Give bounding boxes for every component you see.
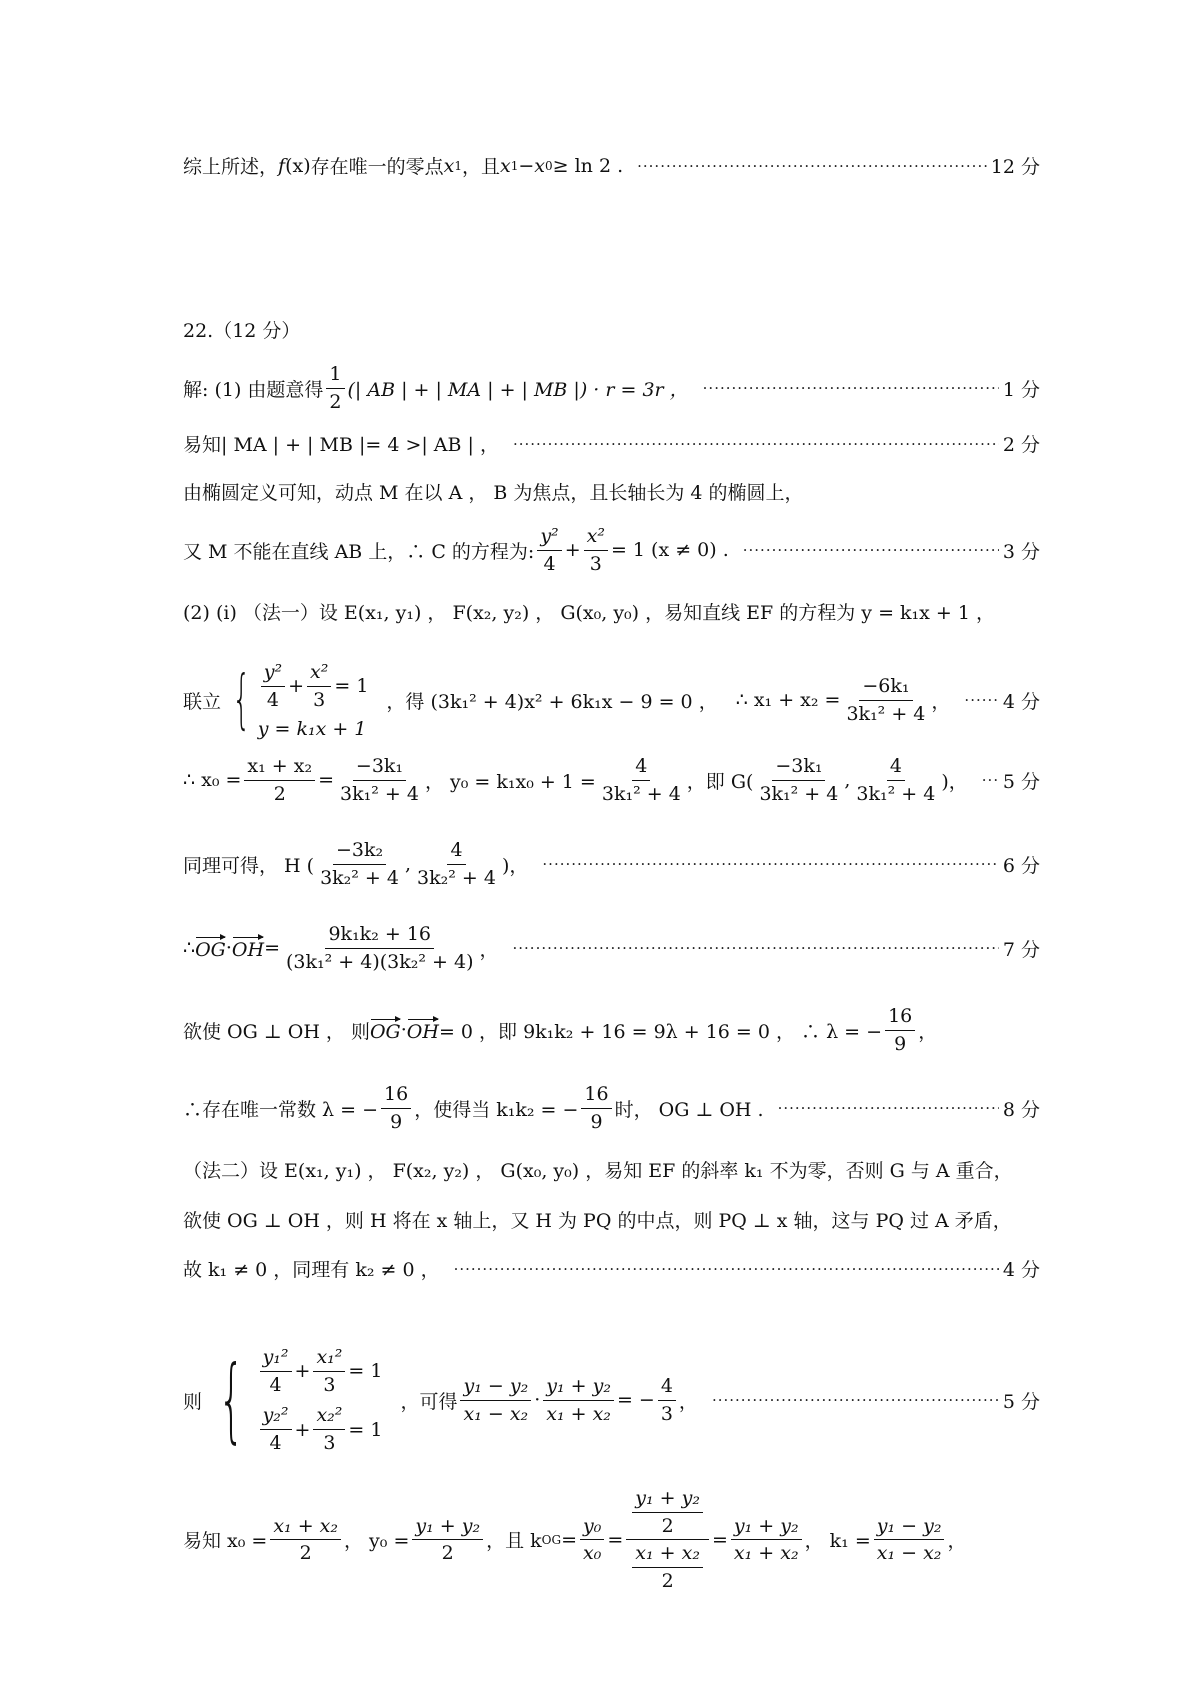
vector-oh: OH <box>232 935 264 961</box>
score-label: 2 分 <box>1002 434 1040 456</box>
frac-num: 4 <box>658 1374 676 1401</box>
midpoint-h <box>183 838 1040 890</box>
dot-product <box>183 922 1040 974</box>
frac-num: y² <box>261 660 285 687</box>
frac-num: x² <box>307 660 331 687</box>
text: = − <box>616 1389 655 1412</box>
equation-system <box>258 660 369 740</box>
frac-num: x² <box>584 524 608 551</box>
fraction <box>843 674 928 726</box>
method-one-setup <box>183 598 1040 625</box>
frac-num: x₁ + x₂ <box>244 754 315 781</box>
frac-num: y₁ + y₂ <box>412 1514 483 1541</box>
equation-system <box>257 1345 383 1456</box>
frac-den: 9 <box>894 1032 907 1055</box>
text: )， <box>501 854 529 877</box>
fraction <box>414 838 499 890</box>
text: ，且 k <box>486 1530 542 1553</box>
fraction <box>580 1514 604 1566</box>
frac-num: −3k₁ <box>353 754 406 781</box>
frac-den: (3k₁² + 4)(3k₂² + 4) <box>285 950 474 973</box>
frac-num: −3k₂ <box>333 838 386 865</box>
fraction <box>244 754 315 806</box>
ellipse-definition <box>183 478 1040 505</box>
fraction <box>283 922 477 974</box>
brace: { <box>218 1346 245 1454</box>
frac-den: 2 <box>273 782 286 805</box>
text: (| AB | + | MA | + | MB |) · r = 3r ， <box>347 378 689 401</box>
text: = 1 <box>334 675 369 698</box>
text: · <box>225 937 232 960</box>
solution-step-1 <box>183 362 1040 414</box>
text: x <box>443 154 455 177</box>
text: 易知 x₀ = <box>183 1530 268 1553</box>
text: ， <box>947 1530 967 1553</box>
text: + <box>288 675 305 698</box>
frac-num: y₀ <box>580 1514 604 1541</box>
text: 22.（12 分） <box>183 320 301 342</box>
fraction <box>885 1004 915 1056</box>
frac-num: 4 <box>632 754 650 781</box>
fraction <box>260 1403 292 1455</box>
text: OG <box>541 1532 562 1547</box>
leader-dots <box>637 157 987 175</box>
text: 1 <box>454 158 462 173</box>
frac-num: 1 <box>326 362 344 389</box>
text: （法二）设 E(x₁, y₁) ， F(x₂, y₂) ， G(x₀, y₀) ，易知 EF 的斜率 k₁ 不为零，否则 G 与 A 重合， <box>183 1160 1013 1182</box>
frac-den: x₁ + x₂ <box>733 1542 799 1565</box>
frac-num: x₂² <box>313 1403 345 1430</box>
frac-num: x₁ + x₂ <box>270 1514 341 1541</box>
text: + <box>564 539 581 562</box>
frac-den: x₁ − x₂ <box>876 1542 942 1565</box>
vector-oh: OH <box>407 1017 439 1043</box>
text: x <box>500 154 511 177</box>
frac-den: 9 <box>590 1110 603 1133</box>
frac-den: 3 <box>323 1432 336 1455</box>
score-label: 8 分 <box>1002 1098 1040 1121</box>
fraction <box>658 1374 676 1426</box>
text: = <box>561 1528 577 1551</box>
text: 故 k₁ ≠ 0 ，同理有 k₂ ≠ 0 ， <box>183 1259 440 1281</box>
frac-den: 3k₁² + 4 <box>601 782 681 805</box>
text: 1 <box>510 158 519 173</box>
fraction <box>313 1403 345 1455</box>
frac-den: x₀ <box>583 1542 602 1565</box>
text: = 0 ，即 9k₁k₂ + 16 = 9λ + 16 = 0 ， ∴ λ = − <box>438 1020 883 1043</box>
text: ≥ ln 2 . <box>552 154 624 177</box>
leader-dots <box>703 379 999 397</box>
leader-dots <box>982 771 999 789</box>
method-two-argument <box>183 1206 1040 1233</box>
frac-den: 3 <box>660 1402 673 1425</box>
score-label: 1 分 <box>1002 378 1040 401</box>
frac-den: 2 <box>441 1542 454 1565</box>
fraction <box>632 1486 703 1538</box>
text: − <box>518 154 535 177</box>
text: ， <box>678 1390 698 1413</box>
text: ，即 G( <box>686 770 754 793</box>
text: ， <box>931 690 951 713</box>
frac-den: 2 <box>661 1570 674 1593</box>
text: (2) (i) （法一）设 E(x₁, y₁) ， F(x₂, y₂) ， G(x₀, y₀) ，易知直线 EF 的方程为 y = k₁x + 1 ， <box>183 602 996 624</box>
text: ， k₁ = <box>804 1530 871 1553</box>
slopes-nonzero <box>183 1255 1040 1282</box>
frac-den: 3k₂² + 4 <box>320 866 399 889</box>
leader-dots <box>513 435 999 453</box>
text: ， <box>479 938 499 961</box>
fraction <box>313 1345 345 1397</box>
fraction <box>260 1345 292 1397</box>
frac-den: 2 <box>661 1514 674 1537</box>
fraction <box>874 1514 945 1566</box>
text: 综上所述， <box>183 156 279 178</box>
score-label: 3 分 <box>1002 540 1040 563</box>
frac-den: x₁ − x₂ <box>463 1402 529 1425</box>
frac-num: x₁² <box>313 1345 345 1372</box>
fraction <box>261 660 285 712</box>
text: 则 <box>183 1390 203 1413</box>
frac-num: 16 <box>581 1082 611 1109</box>
frac-num: y₁ + y₂ <box>632 1486 703 1513</box>
fraction <box>853 754 938 806</box>
compound-fraction <box>626 1486 709 1594</box>
fraction <box>756 754 841 806</box>
fraction <box>270 1514 341 1566</box>
text: = 1 (x ≠ 0) . <box>610 539 729 562</box>
text: 存在唯一的零点 <box>310 156 444 178</box>
text: 易知| MA | + | MB |= 4 >| AB | ， <box>183 434 499 456</box>
text: 解: (1) 由题意得 <box>183 378 324 401</box>
text: , <box>405 853 412 876</box>
score-label: 4 分 <box>1002 690 1040 713</box>
text: ∴ x₁ + x₂ = <box>735 689 841 712</box>
text: · <box>534 1389 541 1412</box>
text: ∴ x₀ = <box>183 769 242 792</box>
frac-num: y₂² <box>260 1403 292 1430</box>
frac-den: 3k₁² + 4 <box>846 702 926 725</box>
frac-den: 2 <box>329 390 342 413</box>
leader-dots <box>964 691 998 709</box>
conclusion-line <box>183 152 1040 179</box>
fraction <box>381 1082 411 1134</box>
frac-den: x₁ + x₂ <box>546 1402 611 1425</box>
fraction <box>537 524 561 576</box>
text: + <box>294 1360 311 1383</box>
frac-den: 3k₁² + 4 <box>759 782 839 805</box>
unique-constant <box>183 1082 1040 1134</box>
vector-og: OG <box>370 1017 401 1043</box>
text: = <box>711 1528 728 1551</box>
fraction <box>599 754 684 806</box>
text: (x) <box>285 154 311 177</box>
frac-num: −3k₁ <box>772 754 825 781</box>
text: y = k₁x + 1 <box>257 718 367 741</box>
fraction <box>731 1514 802 1566</box>
frac-den: 2 <box>299 1542 312 1565</box>
fraction <box>317 838 402 890</box>
fraction <box>632 1541 703 1593</box>
text: = <box>264 937 280 960</box>
system-of-equations <box>183 660 1040 740</box>
frac-den: 3k₁² + 4 <box>856 782 936 805</box>
text: ， y₀ = k₁x₀ + 1 = <box>424 770 596 793</box>
vector-og: OG <box>195 935 226 961</box>
fraction <box>337 754 422 806</box>
text: ∴ <box>183 937 196 960</box>
fraction <box>307 660 331 712</box>
leader-dots <box>454 1260 999 1278</box>
solution-step-2 <box>183 430 1040 457</box>
text: f <box>278 154 286 177</box>
point-difference <box>183 1345 1040 1456</box>
frac-num: 16 <box>885 1004 915 1031</box>
frac-num: y₁² <box>260 1345 292 1372</box>
text: = <box>607 1528 624 1551</box>
frac-den: 3k₁² + 4 <box>340 782 419 805</box>
score-label: 12 分 <box>990 156 1040 178</box>
text: · <box>400 1019 407 1042</box>
text: ， y₀ = <box>344 1530 410 1553</box>
ellipse-equation <box>183 524 1040 576</box>
score-label: 4 分 <box>1002 1259 1040 1281</box>
frac-num: y₁ + y₂ <box>543 1374 614 1401</box>
frac-den: 3 <box>589 552 602 575</box>
frac-den: 3 <box>313 688 326 711</box>
frac-num: 9k₁k₂ + 16 <box>325 922 434 949</box>
text: 同理可得， H ( <box>183 854 315 877</box>
text: , <box>844 769 851 792</box>
text: 时， OG ⊥ OH . <box>614 1098 764 1121</box>
score-label: 6 分 <box>1002 854 1040 877</box>
text: ，使得当 k₁k₂ = − <box>414 1098 579 1121</box>
text: ，且 <box>461 156 500 178</box>
leader-dots <box>542 855 998 873</box>
perpendicular-condition <box>183 1004 1040 1056</box>
score-label: 7 分 <box>1002 938 1040 961</box>
frac-num: y₁ + y₂ <box>731 1514 802 1541</box>
fraction <box>412 1514 483 1566</box>
text: = 1 <box>348 1418 383 1441</box>
score-label: 5 分 <box>1002 1390 1040 1413</box>
frac-num: y₁ − y₂ <box>460 1374 531 1401</box>
leader-dots <box>513 939 999 957</box>
text: = <box>318 769 335 792</box>
leader-dots <box>743 541 999 559</box>
slope-og <box>183 1486 1040 1594</box>
text: x <box>534 154 545 177</box>
frac-den: 3 <box>323 1373 336 1396</box>
brace: { <box>232 663 251 738</box>
text: = 1 <box>348 1360 383 1383</box>
text: ∴存在唯一常数 λ = − <box>183 1098 379 1121</box>
text: ，得 (3k₁² + 4)x² + 6k₁x − 9 = 0 ， <box>386 690 718 713</box>
text: ， <box>918 1020 938 1043</box>
frac-num: 4 <box>447 838 465 865</box>
text: 欲使 OG ⊥ OH ， 则 <box>183 1020 370 1043</box>
frac-num: y² <box>537 524 561 551</box>
leader-dots <box>778 1099 999 1117</box>
method-two-setup <box>183 1156 1040 1183</box>
problem-heading <box>183 316 1040 343</box>
text: 联立 <box>183 690 222 713</box>
fraction <box>460 1374 531 1426</box>
midpoint-g <box>183 754 1040 806</box>
score-label: 5 分 <box>1002 770 1040 793</box>
frac-num: −6k₁ <box>859 674 912 701</box>
leader-dots <box>712 1391 999 1409</box>
fraction <box>581 1082 611 1134</box>
frac-num: y₁ − y₂ <box>874 1514 945 1541</box>
fraction <box>543 1374 614 1426</box>
fraction <box>326 362 344 414</box>
frac-num: 16 <box>381 1082 411 1109</box>
frac-den: 4 <box>269 1373 282 1396</box>
frac-den: 3k₂² + 4 <box>417 866 496 889</box>
frac-num: 4 <box>887 754 905 781</box>
text: 欲使 OG ⊥ OH ，则 H 将在 x 轴上，又 H 为 PQ 的中点，则 PQ ⊥ x 轴，这与 PQ 过 A 矛盾， <box>183 1210 1012 1232</box>
text: 又 M 不能在直线 AB 上，∴ C 的方程为: <box>183 540 535 563</box>
text: ，可得 <box>400 1390 458 1413</box>
text: )， <box>941 770 968 793</box>
fraction <box>584 524 608 576</box>
frac-den: 9 <box>390 1110 403 1133</box>
text: 0 <box>545 158 553 173</box>
frac-den: 4 <box>269 1432 282 1455</box>
frac-den: 4 <box>543 552 556 575</box>
frac-num: x₁ + x₂ <box>632 1541 703 1568</box>
text: + <box>294 1418 311 1441</box>
frac-den: 4 <box>266 688 279 711</box>
text: 由椭圆定义可知，动点 M 在以 A ， B 为焦点，且长轴长为 4 的椭圆上， <box>183 482 804 504</box>
